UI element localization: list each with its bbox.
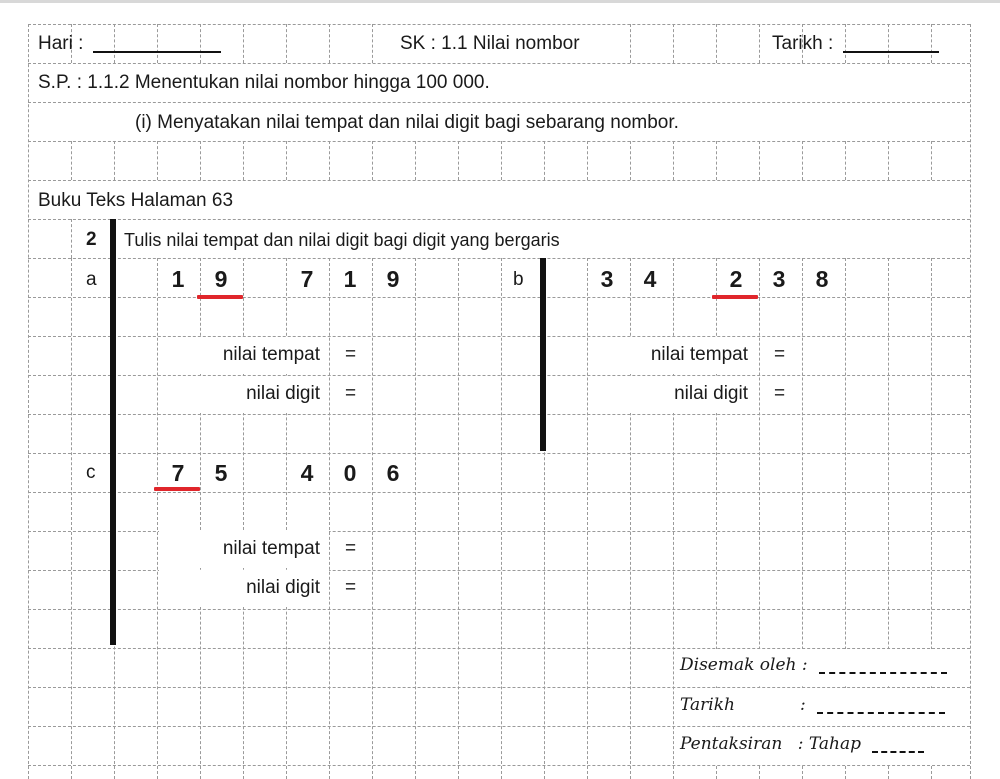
assessment-blank[interactable]	[872, 751, 924, 753]
sk-title: SK : 1.1 Nilai nombor	[400, 33, 580, 54]
tarikh-blank[interactable]	[843, 51, 939, 53]
grid-line	[759, 24, 760, 63]
grid-line	[71, 141, 72, 180]
grid-line	[71, 258, 72, 779]
grid-line	[28, 102, 970, 103]
exercise-c-digit-value-equals: =	[345, 577, 357, 598]
hari-blank[interactable]	[93, 51, 221, 53]
grid-line	[716, 141, 717, 180]
grid-line	[372, 258, 373, 779]
grid-line	[243, 141, 244, 180]
grid-line	[28, 180, 970, 181]
grid-line	[28, 258, 970, 259]
exercise-c-label: c	[86, 462, 96, 483]
exercise-b-digit-1: 3	[600, 266, 614, 292]
exercise-a-digit-5: 9	[386, 266, 400, 292]
grid-line	[845, 141, 846, 180]
sp-standard: S.P. : 1.1.2 Menentukan nilai nombor hingga 100 000.	[38, 72, 490, 93]
exercise-b-digit-4: 3	[772, 266, 786, 292]
grid-line	[372, 24, 373, 63]
grid-line	[329, 141, 330, 180]
hari-field	[38, 34, 221, 53]
exercise-b-place-value-label: nilai tempat	[650, 344, 748, 365]
exercise-b-place-value-equals: =	[774, 344, 786, 365]
tarikh-label: Tarikh :	[772, 33, 834, 54]
exercise-a-digit-2: 9	[214, 266, 228, 292]
grid-line	[28, 492, 970, 493]
footer-date-colon: :	[800, 695, 806, 715]
grid-line	[415, 258, 416, 779]
exercise-c-place-value-label: nilai tempat	[222, 538, 320, 559]
hari-label: Hari :	[38, 33, 84, 54]
checked-by-label: Disemak oleh :	[680, 655, 808, 675]
assessment-level: : Tahap	[797, 734, 861, 754]
grid-line	[630, 141, 631, 180]
footer-date-label: Tarikh	[680, 695, 735, 715]
exercise-a-digit-value-label: nilai digit	[246, 383, 320, 404]
exercise-c-digit-5: 6	[386, 460, 400, 486]
exercise-b-digit-value-equals: =	[774, 383, 786, 404]
grid-line	[157, 258, 158, 779]
grid-line	[286, 24, 287, 63]
grid-line	[888, 141, 889, 180]
grid-line	[157, 141, 158, 180]
exercise-c-digit-1: 7	[171, 460, 185, 486]
grid-line	[759, 141, 760, 180]
exercise-c-digit-2: 5	[214, 460, 228, 486]
exercise-b-underline	[712, 295, 758, 299]
grid-line	[501, 258, 502, 779]
checked-by-field	[680, 657, 947, 674]
exercise-a-digit-value-equals: =	[345, 383, 357, 404]
question-divider-bar	[110, 219, 116, 645]
grid-line	[28, 609, 970, 610]
grid-line	[28, 453, 970, 454]
exercise-a-digit-3: 7	[300, 266, 314, 292]
question-instruction: Tulis nilai tempat dan nilai digit bagi digit yang bergaris	[124, 230, 560, 250]
grid-line	[501, 141, 502, 180]
grid-line	[28, 141, 970, 142]
exercise-a-underline	[197, 295, 243, 299]
grid-line	[329, 258, 330, 779]
grid-line	[673, 141, 674, 180]
grid-line	[458, 258, 459, 779]
question-number: 2	[86, 229, 97, 250]
grid-line	[372, 141, 373, 180]
exercise-b-label: b	[513, 269, 524, 290]
grid-line	[28, 63, 970, 64]
checked-by-blank[interactable]	[819, 672, 947, 674]
assessment-field	[680, 736, 924, 753]
textbook-reference: Buku Teks Halaman 63	[38, 190, 234, 211]
exercise-b-digit-value-label: nilai digit	[674, 383, 748, 404]
grid-line	[673, 24, 674, 63]
tarikh-field	[772, 34, 939, 53]
grid-line	[458, 141, 459, 180]
exercise-c-underline	[154, 487, 200, 491]
grid-line	[28, 297, 970, 298]
grid-line	[970, 24, 971, 779]
grid-line	[329, 24, 330, 63]
exercise-a-place-value-label: nilai tempat	[222, 344, 320, 365]
grid-line	[28, 414, 970, 415]
grid-line	[71, 219, 72, 258]
footer-date-blank[interactable]	[817, 712, 945, 714]
grid-line	[415, 141, 416, 180]
exercise-a-digit-1: 1	[171, 266, 185, 292]
grid-line	[28, 219, 970, 220]
grid-line	[802, 141, 803, 180]
page-top-border	[0, 0, 1000, 3]
exercise-a-place-value-equals: =	[345, 344, 357, 365]
sp-objective: (i) Menyatakan nilai tempat dan nilai digit bagi sebarang nombor.	[135, 112, 679, 133]
grid-line	[286, 141, 287, 180]
grid-line	[200, 141, 201, 180]
grid-line	[587, 141, 588, 180]
exercise-b-digit-5: 8	[815, 266, 829, 292]
exercise-b-divider-bar	[540, 258, 546, 451]
exercise-a-label: a	[86, 269, 97, 290]
exercise-c-digit-value-label: nilai digit	[246, 577, 320, 598]
exercise-c-digit-4: 0	[343, 460, 357, 486]
exercise-b-digit-2: 4	[643, 266, 657, 292]
exercise-c-digit-3: 4	[300, 460, 314, 486]
footer-date-field	[800, 697, 945, 714]
assessment-label: Pentaksiran	[680, 734, 783, 754]
grid-line	[114, 141, 115, 180]
grid-line	[28, 24, 29, 779]
exercise-b-digit-3: 2	[729, 266, 743, 292]
grid-line	[28, 765, 970, 766]
grid-line	[243, 24, 244, 63]
grid-line	[544, 141, 545, 180]
grid-line	[716, 24, 717, 63]
grid-line	[630, 24, 631, 63]
grid-line	[931, 141, 932, 180]
grid-line	[28, 24, 970, 25]
exercise-a-digit-4: 1	[343, 266, 357, 292]
exercise-c-place-value-equals: =	[345, 538, 357, 559]
